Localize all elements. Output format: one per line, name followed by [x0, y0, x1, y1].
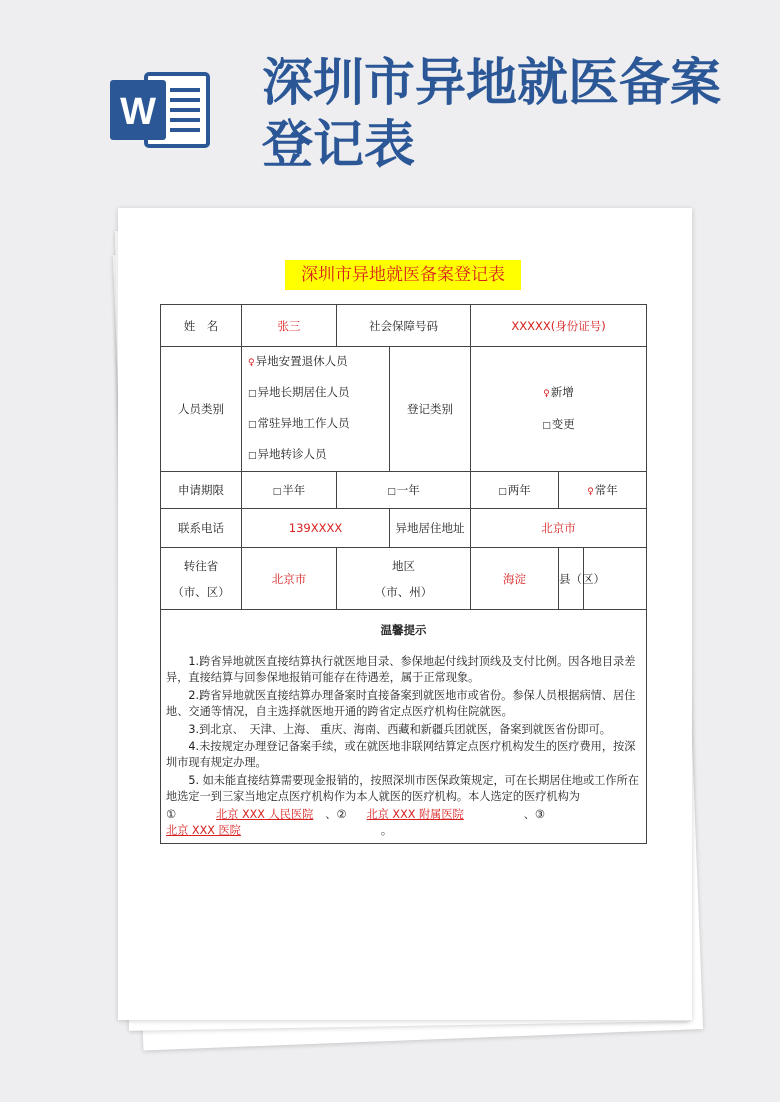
category-options — [242, 347, 390, 472]
reg-type-option-change[interactable]: □变更 — [542, 417, 575, 431]
period-option-one-year[interactable]: □一年 — [337, 472, 471, 509]
word-icon-letter: W — [120, 91, 156, 133]
phone-label: 联系电话 — [161, 509, 242, 548]
province-value: 北京市 — [242, 548, 337, 610]
hospital-choice-2[interactable]: 北京 XXX 附属医院 — [366, 807, 464, 821]
district-label: 地区 （市、州） — [337, 548, 471, 610]
notes-heading: 温馨提示 — [380, 623, 427, 637]
registration-form-table — [160, 304, 647, 844]
category-option-long-term-resident[interactable]: □异地长期居住人员 — [248, 385, 350, 399]
category-option-resettled-retiree[interactable]: ♀异地安置退休人员 — [248, 354, 348, 368]
hospital-selection-line-2 — [166, 823, 641, 839]
checkbox-checked-icon: ♀ — [543, 389, 550, 399]
reg-type-option-new[interactable]: ♀新增 — [543, 385, 574, 399]
address-label: 异地居住地址 — [390, 509, 471, 548]
hospital-marker-1: ① — [166, 807, 177, 821]
checkbox-icon: □ — [387, 487, 396, 497]
hospital-separator-2: 、② — [325, 807, 347, 821]
note-item: 3.到北京、 天津、上海、 重庆、海南、西藏和新疆兵团就医，备案到就医省份即可。 — [188, 722, 611, 736]
district-value: 海淀 — [471, 548, 559, 610]
checkbox-icon: □ — [542, 421, 551, 431]
reg-type-options — [471, 347, 647, 472]
checkbox-icon: □ — [248, 451, 257, 461]
province-label: 转往省 （市、区） — [161, 548, 242, 610]
period-option-half-year[interactable]: □半年 — [242, 472, 337, 509]
period-option-two-years[interactable]: □两年 — [471, 472, 559, 509]
ssn-value: XXXXX(身份证号) — [471, 305, 647, 347]
note-item: 5. 如未能直接结算需要现金报销的，按照深圳市医保政策规定，可在长期居住地或工作所在地选定一到三家当地定点医疗机构作为本人就医的医疗机构。本人选定的医疗机构为 — [166, 773, 639, 804]
hospital-separator-3: 、③ — [523, 807, 545, 821]
name-label: 姓 名 — [161, 305, 242, 347]
checkbox-icon: □ — [248, 420, 257, 430]
banner-title: 深圳市异地就医备案登记表 — [262, 53, 722, 175]
category-option-resident-worker[interactable]: □常驻异地工作人员 — [248, 416, 350, 430]
word-icon — [108, 66, 210, 154]
checkbox-icon: □ — [498, 487, 507, 497]
note-item: 2.跨省异地就医直接结算办理备案时直接备案到就医地市或省份。参保人员根据病情、居住地、交通等情况，自主选择就医地开通的跨省定点医疗机构住院就医。 — [166, 688, 636, 719]
period-option-permanent[interactable]: ♀常年 — [559, 472, 647, 509]
phone-value: 139XXXX — [242, 509, 390, 548]
hospital-choice-3[interactable]: 北京 XXX 医院 — [166, 824, 241, 838]
reg-type-label: 登记类别 — [390, 347, 471, 472]
category-option-referral[interactable]: □异地转诊人员 — [248, 447, 327, 461]
county-label: 县（区） — [559, 548, 584, 610]
document-title: 深圳市异地就医备案登记表 — [285, 260, 521, 290]
note-item: 4.未按规定办理登记备案手续，或在就医地非联网结算定点医疗机构发生的医疗费用，按深圳市现有规定办理。 — [166, 740, 636, 770]
checkbox-checked-icon: ♀ — [248, 358, 255, 368]
checkbox-icon: □ — [248, 389, 257, 399]
hospital-end-mark: 。 — [380, 824, 393, 838]
name-value: 张三 — [242, 305, 337, 347]
checkbox-checked-icon: ♀ — [587, 487, 594, 497]
checkbox-icon: □ — [272, 487, 282, 497]
category-label: 人员类别 — [161, 347, 242, 472]
hospital-choice-1[interactable]: 北京 XXX 人民医院 — [216, 807, 314, 821]
hospital-selection-line — [166, 807, 641, 823]
note-item: 1.跨省异地就医直接结算执行就医地目录、参保地起付线封顶线及支付比例。因各地目录差异，直接结算与回参保地报销可能存在待遇差，属于正常现象。 — [166, 655, 636, 685]
notes-section — [161, 610, 647, 844]
ssn-label: 社会保障号码 — [337, 305, 471, 347]
period-label: 申请期限 — [161, 472, 242, 509]
address-value: 北京市 — [471, 509, 647, 548]
